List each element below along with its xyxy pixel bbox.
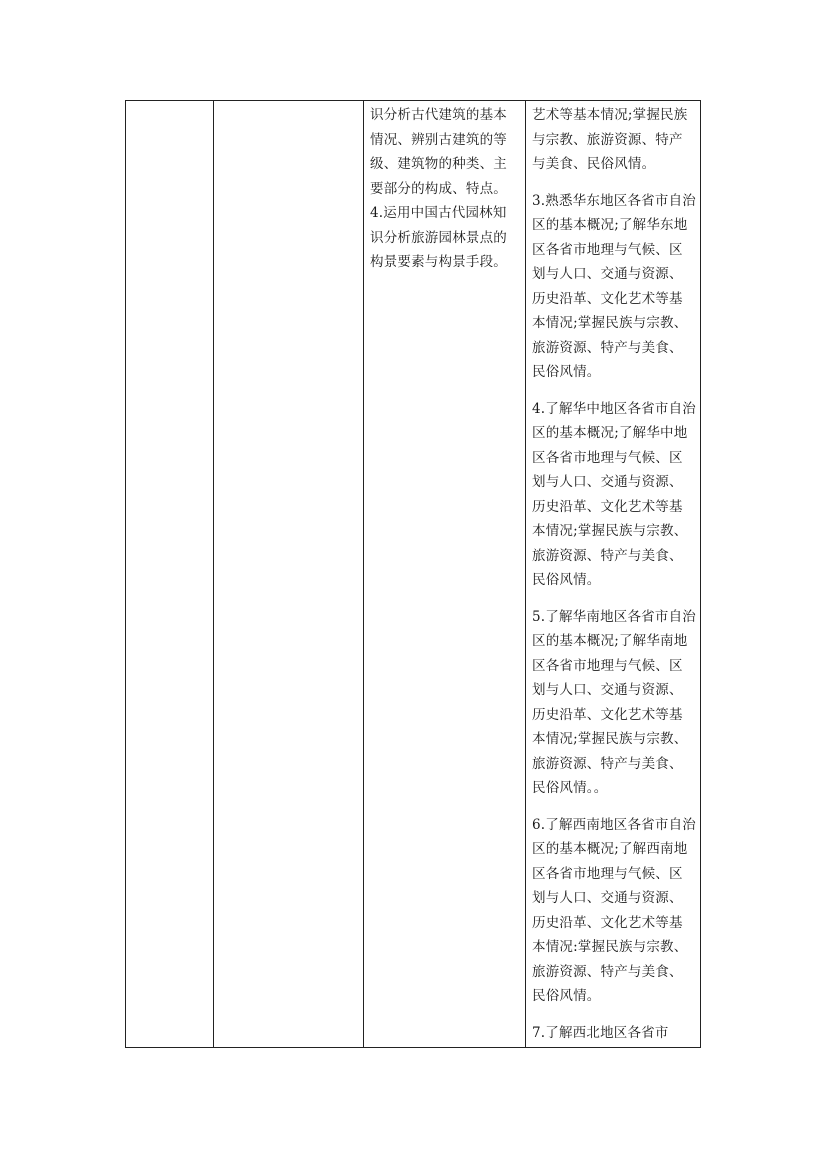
table-column-3 [363, 101, 525, 1047]
cell-text [364, 101, 525, 275]
paragraph: 5.了解华南地区各省市自治区的基本概况;了解华南地区各省市地理与气候、区划与人口、交通与资源、历史沿革、文化艺术等基本情况;掌握民族与宗教、旅游资源、特产与美食、民俗风情。。 [532, 608, 696, 796]
paragraph: 识分析古代建筑的基本情况、辨别古建筑的等级、建筑物的种类、主要部分的构成、特点。 [370, 107, 507, 197]
paragraph: 艺术等基本情况;掌握民族与宗教、旅游资源、特产与美食、民俗风情。 [532, 107, 688, 172]
paragraph: 3.熟悉华东地区各省市自治区的基本概况;了解华东地区各省市地理与气候、区划与人口、交通与资源、历史沿革、文化艺术等基本情况;掌握民族与宗教、旅游资源、特产与美食、民俗风情。 [532, 192, 696, 380]
syllabus-table [125, 100, 701, 1048]
cell-text [526, 101, 701, 1045]
paragraph: 7.了解西北地区各省市 [532, 1024, 669, 1041]
table-column-2 [213, 101, 363, 1047]
paragraph: 4.运用中国古代园林知识分析旅游园林景点的构景要素与构景手段。 [370, 205, 507, 270]
paragraph: 6.了解西南地区各省市自治区的基本概况;了解西南地区各省市地理与气候、区划与人口、交通与资源、历史沿革、文化艺术等基本情况:掌握民族与宗教、旅游资源、特产与美食、民俗风情。 [532, 816, 696, 1004]
table-column-1 [126, 101, 213, 1047]
paragraph: 4.了解华中地区各省市自治区的基本概况;了解华中地区各省市地理与气候、区划与人口、交通与资源、历史沿革、文化艺术等基本情况;掌握民族与宗教、旅游资源、特产与美食、民俗风情。 [532, 400, 696, 588]
table-column-4 [525, 101, 700, 1047]
